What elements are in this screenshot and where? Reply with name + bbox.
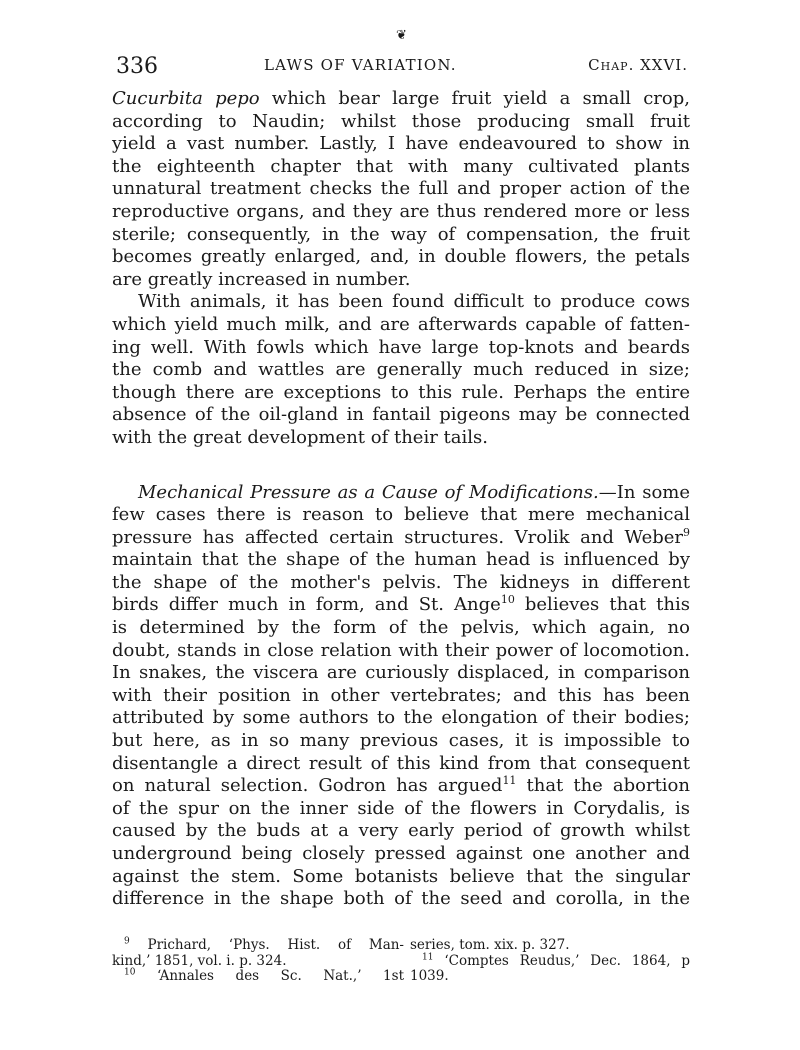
text-line: yield a vast number. Lastly, I have endeavoured to show in (112, 133, 690, 155)
line-text: that the abortion (516, 775, 690, 797)
footnote-ref: 10 (500, 593, 515, 607)
section-heading: Mechanical Pressure as a Cause of Modifications. (138, 481, 599, 503)
section-gap (112, 450, 690, 482)
text-line: attributed by some authors to the elongation of their bodies; (112, 707, 690, 729)
footnote-number: 11 (422, 952, 434, 962)
line-text: believes that this (514, 594, 690, 616)
footnotes-right-column (410, 938, 690, 985)
line-text: which bear large fruit yield a small crop, (259, 88, 690, 109)
text-line: which yield much milk, and are afterwards capable of fatten- (112, 313, 690, 335)
text-line (112, 88, 690, 111)
text-line: difference in the shape both of the seed and corolla, in the (112, 888, 690, 910)
text-line: with the great development of their tails. (112, 426, 488, 448)
footnotes-left-column (112, 938, 404, 985)
paragraph-1 (112, 88, 690, 291)
line-text: on natural selection. Godron has argued (112, 775, 503, 797)
italic-term: Cucurbita pepo (112, 88, 260, 109)
text-line: With animals, it has been found difficult to produce cows (138, 291, 690, 313)
text-line: doubt, stands in close relation with their power of locomotion. (112, 639, 690, 661)
text-line: the shape of the mother's pelvis. The kidneys in different (112, 571, 690, 593)
text-line: the eighteenth chapter that with many cultivated plants (112, 155, 690, 177)
footnote-line (112, 938, 404, 954)
text-line: of the spur on the inner side of the flowers in Corydalis, is (112, 797, 690, 819)
text-line: is determined by the form of the pelvis, which again, no (112, 617, 690, 639)
footnote-ref: 9 (683, 525, 690, 539)
text-line: ing well. With fowls which have large top-knots and beards (112, 336, 690, 358)
footnote-line (112, 969, 404, 985)
line-text: pressure has affected certain structures. Vrolik and Weber (112, 526, 683, 548)
printer-ornament: ❦ (396, 28, 407, 43)
paragraph-2 (112, 291, 690, 449)
footnote-line (410, 954, 690, 970)
text-line: few cases there is reason to believe that mere mechanical (112, 504, 690, 526)
text-line: becomes greatly enlarged, and, in double flowers, the petals (112, 246, 690, 268)
body-text (112, 88, 690, 911)
text-line: reproductive organs, and they are thus rendered more or less (112, 200, 690, 222)
footnote-number: 9 (124, 936, 130, 947)
text-line: though there are exceptions to this rule. Perhaps the entire (112, 381, 690, 403)
footnote-line: series, tom. xix. p. 327. (410, 937, 570, 953)
running-title: LAWS OF VARIATION. (264, 56, 457, 74)
footnote-ref: 11 (502, 774, 517, 788)
running-header (112, 50, 688, 80)
footnote-line: 1039. (410, 968, 449, 984)
text-line: but here, as in so many previous cases, it is impossible to (112, 730, 690, 752)
text-line: unnatural treatment checks the full and proper action of the (112, 178, 690, 200)
page-number: 336 (116, 54, 158, 79)
text-line: absence of the oil-gland in fantail pigeons may be connected (112, 404, 690, 426)
text-line: In snakes, the viscera are curiously displaced, in comparison (112, 662, 690, 684)
text-line: underground being closely pressed against one another and (112, 843, 690, 864)
text-line (112, 482, 690, 505)
line-text: —In some (598, 481, 690, 503)
text-line: according to Naudin; whilst those producing small fruit (112, 110, 690, 132)
footnote-line: kind,’ 1851, vol. i. p. 324. (112, 952, 287, 969)
footnote-text: Prichard, ‘Phys. Hist. of Man- (129, 937, 404, 953)
footnote-number: 10 (124, 967, 136, 978)
chapter-label: Chap. XXVI. (588, 56, 688, 74)
footnote-text: ‘Annales des Sc. Nat.,’ 1st (135, 968, 404, 984)
text-line: are greatly increased in number. (112, 268, 411, 290)
text-line: disentangle a direct result of this kind from that consequent (112, 752, 690, 774)
section-mechanical-pressure (112, 482, 690, 911)
text-line: against the stem. Some botanists believe that the singular (112, 865, 690, 887)
text-line (112, 527, 690, 550)
text-line: maintain that the shape of the human head is influenced by (112, 549, 690, 571)
text-line: the comb and wattles are generally much reduced in size; (112, 359, 690, 381)
line-text: birds differ much in form, and St. Ange (112, 594, 501, 616)
text-line: caused by the buds at a very early period of growth whilst (112, 820, 690, 842)
text-line: with their position in other vertebrates; and this has been (112, 684, 690, 706)
text-line: sterile; consequently, in the way of compensation, the fruit (112, 223, 690, 245)
footnote-text: ‘Comptes Reudus,’ Dec. 1864, p (433, 952, 690, 969)
text-line (112, 594, 690, 617)
text-line (112, 775, 690, 798)
